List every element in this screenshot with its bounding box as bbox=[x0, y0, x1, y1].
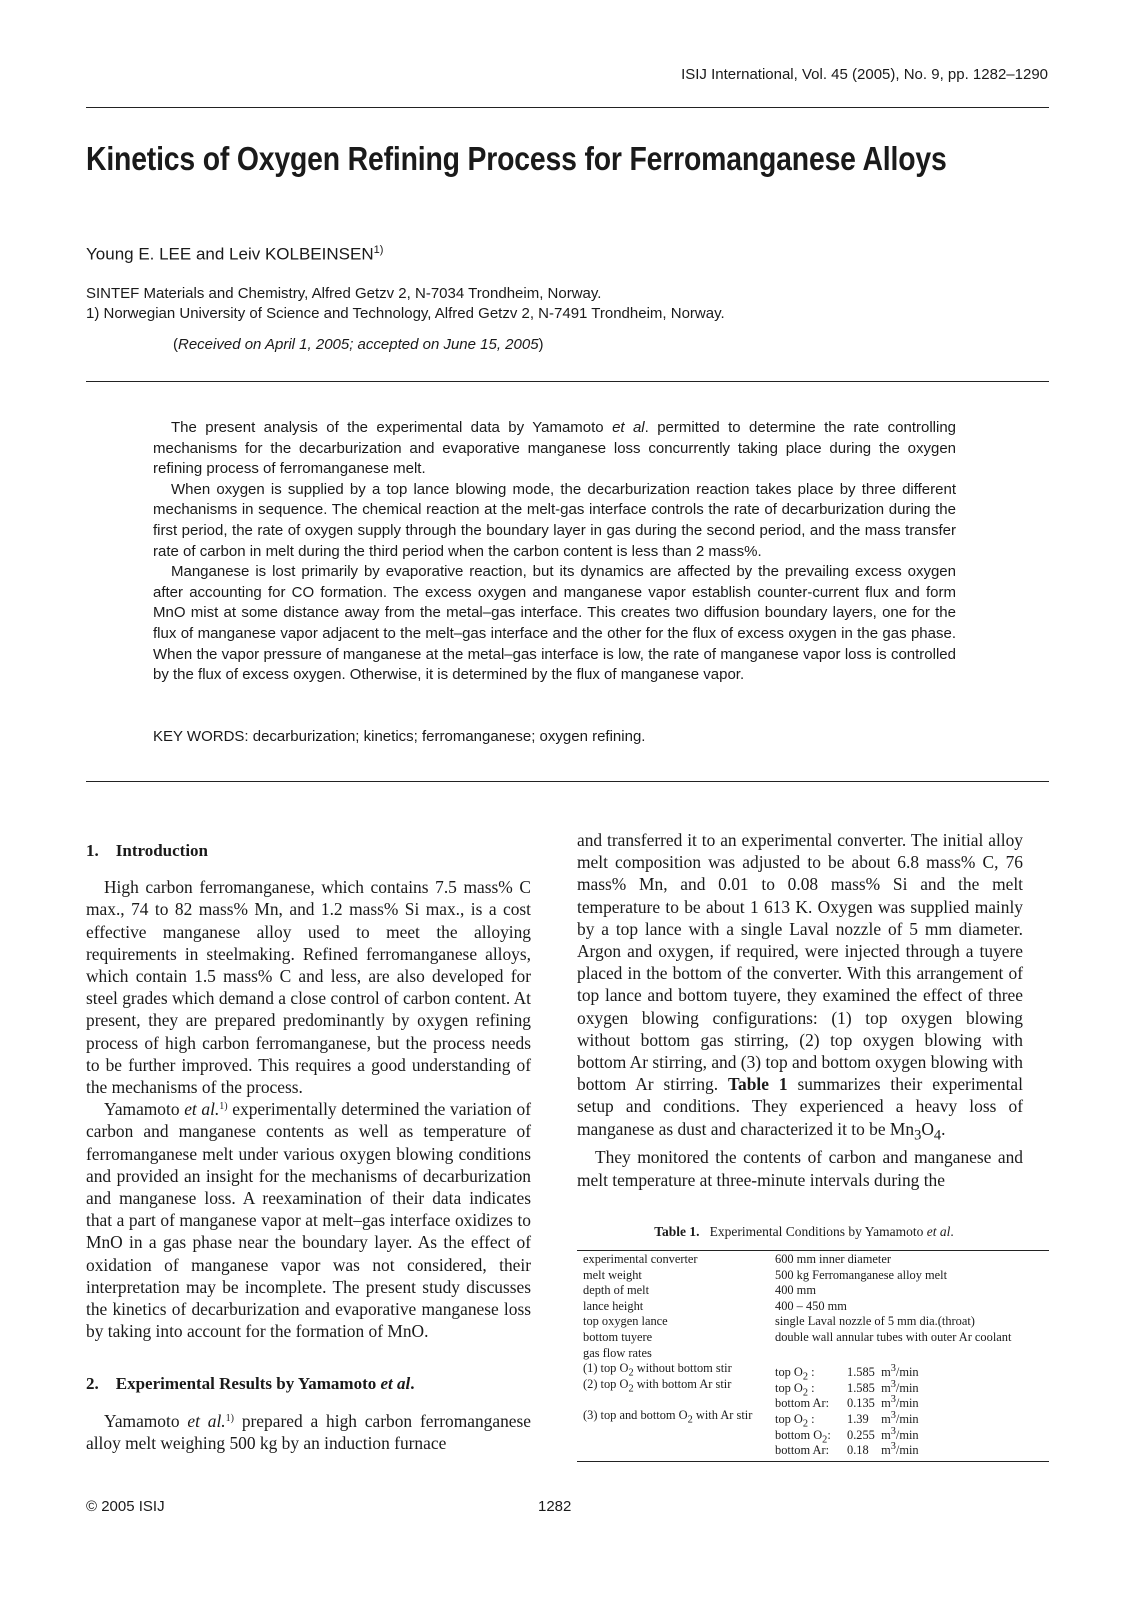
table-cell-label bbox=[580, 1424, 775, 1440]
flow-label-sub: 2 bbox=[687, 1414, 693, 1426]
table-cell-value bbox=[775, 1439, 919, 1458]
table-cell-label: experimental converter bbox=[583, 1252, 698, 1266]
abstract-top-rule bbox=[86, 381, 1049, 382]
intro-paragraph-1: High carbon ferromanganese, which contains 7.5 mass% C max., 74 to 82 mass% Mn, and 1.2 mass% Si max., is a cost effective manganese alloy used to meet the alloying requirements in steelmaking. Refined ferromanganese alloys, which contain 1.5 mass% C and less, are also developed for steel grades which demand a close control of carbon content. At present, they are prepared predominantly by oxygen refining process of high carbon ferromanganese, but the process needs to be further improved. This requires a good understanding of the mechanisms of the process. bbox=[86, 877, 531, 1098]
abstract-bottom-rule bbox=[86, 781, 1049, 782]
right-p1-sub-4: 4 bbox=[933, 1127, 942, 1144]
unit-sup: 3 bbox=[890, 1425, 896, 1437]
table-row bbox=[580, 1330, 1048, 1346]
unit-per-min: /min bbox=[895, 1443, 919, 1458]
journal-citation: ISIJ International, Vol. 45 (2005), No. 9, pp. 1282–1290 bbox=[681, 66, 1048, 83]
unit-per-min: /min bbox=[895, 1365, 919, 1380]
table-row bbox=[580, 1407, 1048, 1430]
table-cell-value bbox=[775, 1377, 919, 1399]
flow-value: 0.135 bbox=[847, 1396, 875, 1411]
table-cell-value bbox=[775, 1361, 919, 1383]
table-row bbox=[580, 1424, 1048, 1446]
flow-label-sub: 2 bbox=[628, 1383, 634, 1395]
table-cell-value bbox=[775, 1424, 919, 1446]
table-1 bbox=[580, 1252, 1048, 1458]
unit-per-min: /min bbox=[895, 1396, 919, 1411]
unit-sup: 3 bbox=[890, 1394, 896, 1406]
table-cell-label: lance height bbox=[583, 1298, 644, 1313]
gas-sub: 2 bbox=[802, 1371, 809, 1383]
flow-label-text: (2) top O bbox=[583, 1376, 629, 1391]
table-row bbox=[580, 1268, 1048, 1284]
table-cell-label bbox=[580, 1361, 775, 1377]
exp-heading-text: 2. Experimental Results by Yamamoto bbox=[86, 1374, 381, 1394]
unit-sup: 3 bbox=[890, 1363, 896, 1375]
exp-heading-etal: et al bbox=[380, 1374, 411, 1394]
gas-sub: 2 bbox=[802, 1418, 809, 1430]
author-affiliation-mark: 1) bbox=[373, 244, 384, 256]
intro-paragraph-2 bbox=[86, 1098, 531, 1342]
table-cell-label: depth of melt bbox=[583, 1283, 650, 1298]
abstract-paragraph-1 bbox=[153, 418, 956, 480]
affiliation-1: SINTEF Materials and Chemistry, Alfred Getzv 2, N-7034 Trondheim, Norway. bbox=[86, 285, 602, 302]
right-column bbox=[577, 829, 1023, 1191]
table-cell-label: melt weight bbox=[583, 1267, 642, 1282]
experimental-paragraph-1 bbox=[86, 1410, 531, 1454]
abstract-p1-etal: et al bbox=[612, 419, 645, 436]
gas-colon: : bbox=[827, 1427, 831, 1442]
right-p1-text: and transferred it to an experimental converter. The initial alloy melt composition was adjusted to be about 6.8 mass% C, 76 mass% Mn, and 0.01 to 0.08 mass% Si and the melt temperature to be about 1 613 K. Oxygen was supplied mainly by a top lance with a single Laval nozzle of 5 mm diameter. Argon and oxygen, if required, were injected through a tuyere placed in the bottom of the converter. With this arrangement of top lance and bottom tuyere, they examined the effect of three oxygen blowing configurations: (1) top oxygen blowing without bottom gas stirring, (2) top oxygen blowing with bottom Ar stirring, and (3) top and bottom oxygen blowing with bottom Ar stirring. bbox=[577, 830, 1023, 1095]
right-p1-period: . bbox=[941, 1118, 946, 1139]
author-names: Young E. LEE and Leiv KOLBEINSEN bbox=[86, 244, 374, 264]
page-number: 1282 bbox=[538, 1498, 572, 1515]
intro-p2-etal: et al. bbox=[184, 1099, 220, 1120]
table-cell-label bbox=[580, 1439, 775, 1455]
exp-p1-ref: 1) bbox=[225, 1412, 234, 1424]
flow-value: 0.255 bbox=[847, 1427, 875, 1442]
intro-heading: 1. Introduction bbox=[86, 841, 209, 860]
gas-name: top O bbox=[775, 1412, 803, 1427]
gas-name: top O bbox=[775, 1365, 803, 1380]
table-cell-value: single Laval nozzle of 5 mm dia.(throat) bbox=[775, 1314, 975, 1329]
table-cell-value: 500 kg Ferromanganese alloy melt bbox=[775, 1267, 948, 1282]
exp-heading-period: . bbox=[410, 1374, 415, 1394]
table-cell-label: top oxygen lance bbox=[583, 1314, 668, 1329]
left-column bbox=[86, 840, 531, 1454]
table-bottom-rule bbox=[577, 1461, 1049, 1462]
gas-label: bottom Ar: bbox=[775, 1443, 830, 1458]
table-row bbox=[580, 1439, 1048, 1458]
table-top-rule bbox=[577, 1250, 1049, 1251]
unit: m bbox=[881, 1443, 891, 1458]
table-1-caption-etal: et al bbox=[926, 1224, 951, 1239]
intro-p2-text-cont: experimentally determined the variation of carbon and manganese contents as well as temperature of ferromanganese melt under various oxygen blowing conditions and provided an insight for the mechanisms of decarburization and manganese loss. A reexamination of their data indicates that a part of manganese vapor at melt–gas interface oxidizes to MnO in a gas phase near the boundary layer. As the effect of oxidation of manganese vapor was not considered, their interpretation may be incomplete. The present study discusses the kinetics of decarburization and evaporative manganese loss by taking into account for the formation of MnO. bbox=[86, 1099, 531, 1342]
table-row bbox=[580, 1283, 1048, 1299]
table-cell-label: gas flow rates bbox=[583, 1345, 652, 1360]
table-cell-label: bottom tuyere bbox=[583, 1329, 653, 1344]
flow-label-text-cont: without bottom stir bbox=[633, 1361, 732, 1376]
gas-colon: : bbox=[808, 1412, 815, 1427]
table-row bbox=[580, 1346, 1048, 1362]
authors bbox=[86, 244, 383, 265]
received-text: Received on April 1, 2005; accepted on June 15, 2005 bbox=[178, 336, 539, 353]
unit: m bbox=[881, 1380, 891, 1395]
right-p1-oxygen: O bbox=[921, 1118, 934, 1139]
table-cell-label bbox=[580, 1392, 775, 1408]
flow-value: 1.585 bbox=[847, 1365, 875, 1380]
table-row bbox=[580, 1392, 1048, 1411]
intro-p2-ref: 1) bbox=[219, 1101, 228, 1113]
table-row bbox=[580, 1252, 1048, 1268]
unit: m bbox=[881, 1396, 891, 1411]
received-close-paren: ) bbox=[538, 336, 544, 353]
table-row bbox=[580, 1299, 1048, 1315]
flow-label-text-cont: with bottom Ar stir bbox=[633, 1376, 732, 1391]
flow-label-text: (1) top O bbox=[583, 1361, 629, 1376]
right-paragraph-2: They monitored the contents of carbon and manganese and melt temperature at three-minute intervals during the bbox=[577, 1147, 1023, 1190]
gas-name: top O bbox=[775, 1380, 803, 1395]
flow-label-sub: 2 bbox=[628, 1367, 634, 1379]
exp-p1-text: Yamamoto bbox=[104, 1410, 188, 1431]
copyright: © 2005 ISIJ bbox=[86, 1498, 165, 1515]
flow-label-text-cont: with Ar stir bbox=[692, 1407, 753, 1422]
unit: m bbox=[881, 1412, 891, 1427]
right-paragraph-1 bbox=[577, 829, 1023, 1146]
table-cell-value: 600 mm inner diameter bbox=[775, 1252, 891, 1266]
experimental-heading bbox=[86, 1373, 531, 1395]
table-1-caption bbox=[560, 1224, 1048, 1240]
table-row bbox=[580, 1361, 1048, 1383]
paper-title: Kinetics of Oxygen Refining Process for Ferromanganese Alloys bbox=[86, 140, 947, 177]
right-p1-text-cont: summarizes their experimental setup and conditions. They experienced a heavy loss of manganese as dust and characterized it to be Mn bbox=[577, 1074, 1023, 1139]
gas-colon: : bbox=[808, 1380, 815, 1395]
affiliation-2: 1) Norwegian University of Science and Technology, Alfred Getzv 2, N-7491 Trondheim, Norway. bbox=[86, 305, 725, 322]
unit: m bbox=[881, 1427, 891, 1442]
table-cell-label bbox=[580, 1377, 775, 1393]
keywords: KEY WORDS: decarburization; kinetics; ferromanganese; oxygen refining. bbox=[153, 728, 646, 745]
unit: m bbox=[881, 1365, 891, 1380]
gas-colon: : bbox=[808, 1365, 815, 1380]
abstract bbox=[153, 418, 956, 686]
abstract-paragraph-2: When oxygen is supplied by a top lance blowing mode, the decarburization reaction takes place by three different mechanisms in sequence. The chemical reaction at the melt-gas interface controls the rate of decarburization during the first period, the rate of oxygen supply through the boundary layer in gas during the second period, and the mass transfer rate of carbon in melt during the third period when the carbon content is less than 2 mass%. bbox=[153, 480, 956, 560]
table-row bbox=[580, 1376, 1048, 1399]
abstract-p1-text-cont: . permitted to determine the rate controlling mechanisms for the decarburization and evaporative manganese loss concurrently taking place during the oxygen refining process of ferromanganese melt. bbox=[153, 419, 957, 478]
unit-per-min: /min bbox=[895, 1380, 919, 1395]
unit-per-min: /min bbox=[895, 1427, 919, 1442]
received-dates bbox=[173, 336, 544, 353]
table-cell-value: double wall annular tubes with outer Ar coolant bbox=[775, 1329, 1012, 1344]
right-p1-sub-3: 3 bbox=[914, 1127, 922, 1144]
unit-sup: 3 bbox=[890, 1441, 896, 1453]
unit-sup: 3 bbox=[890, 1409, 896, 1421]
flow-label-text: (3) top and bottom O bbox=[583, 1407, 688, 1422]
gas-sub: 2 bbox=[822, 1434, 828, 1446]
table-row bbox=[580, 1314, 1048, 1330]
table-1-caption-text: Experimental Conditions by Yamamoto bbox=[709, 1224, 927, 1239]
unit-sup: 3 bbox=[890, 1378, 896, 1390]
received-open-paren: ( bbox=[173, 336, 178, 353]
abstract-p1-text: The present analysis of the experimental data by Yamamoto bbox=[171, 419, 613, 436]
table-cell-value: 400 mm bbox=[775, 1283, 816, 1298]
gas-name: bottom O bbox=[775, 1427, 823, 1442]
table-cell-value bbox=[775, 1408, 919, 1430]
flow-value: 1.39 bbox=[847, 1412, 869, 1427]
header-rule bbox=[86, 107, 1049, 108]
gas-sub: 2 bbox=[802, 1387, 809, 1399]
table-cell-label bbox=[580, 1408, 775, 1424]
intro-p2-text: Yamamoto bbox=[104, 1099, 185, 1120]
flow-value: 1.585 bbox=[847, 1380, 875, 1395]
abstract-paragraph-3: Manganese is lost primarily by evaporative reaction, but its dynamics are affected by the prevailing excess oxygen after accounting for CO formation. The excess oxygen and manganese vapor establish counter-current flux and form MnO mist at some distance away from the metal–gas interface. This creates two diffusion boundary layers, one for the flux of manganese vapor adjacent to the melt–gas interface and the other for the flux of excess oxygen in the gas phase. When the vapor pressure of manganese at the metal–gas interface is low, the rate of manganese vapor loss is controlled by the flux of excess oxygen. Otherwise, it is determined by the flux of manganese vapor. bbox=[153, 563, 956, 684]
table-cell-value bbox=[775, 1392, 919, 1411]
exp-p1-text-cont: prepared a high carbon ferromanganese alloy melt weighing 500 kg by an induction furnace bbox=[86, 1410, 531, 1453]
table-cell-value: 400 – 450 mm bbox=[775, 1298, 847, 1313]
table-1-reference: Table 1 bbox=[728, 1074, 788, 1095]
flow-value: 0.18 bbox=[847, 1443, 869, 1458]
table-1-caption-period: . bbox=[950, 1224, 954, 1239]
exp-p1-etal: et al. bbox=[187, 1410, 226, 1431]
table-1-label: Table 1. bbox=[654, 1224, 700, 1239]
unit-per-min: /min bbox=[895, 1412, 919, 1427]
gas-label: bottom Ar: bbox=[775, 1396, 830, 1411]
